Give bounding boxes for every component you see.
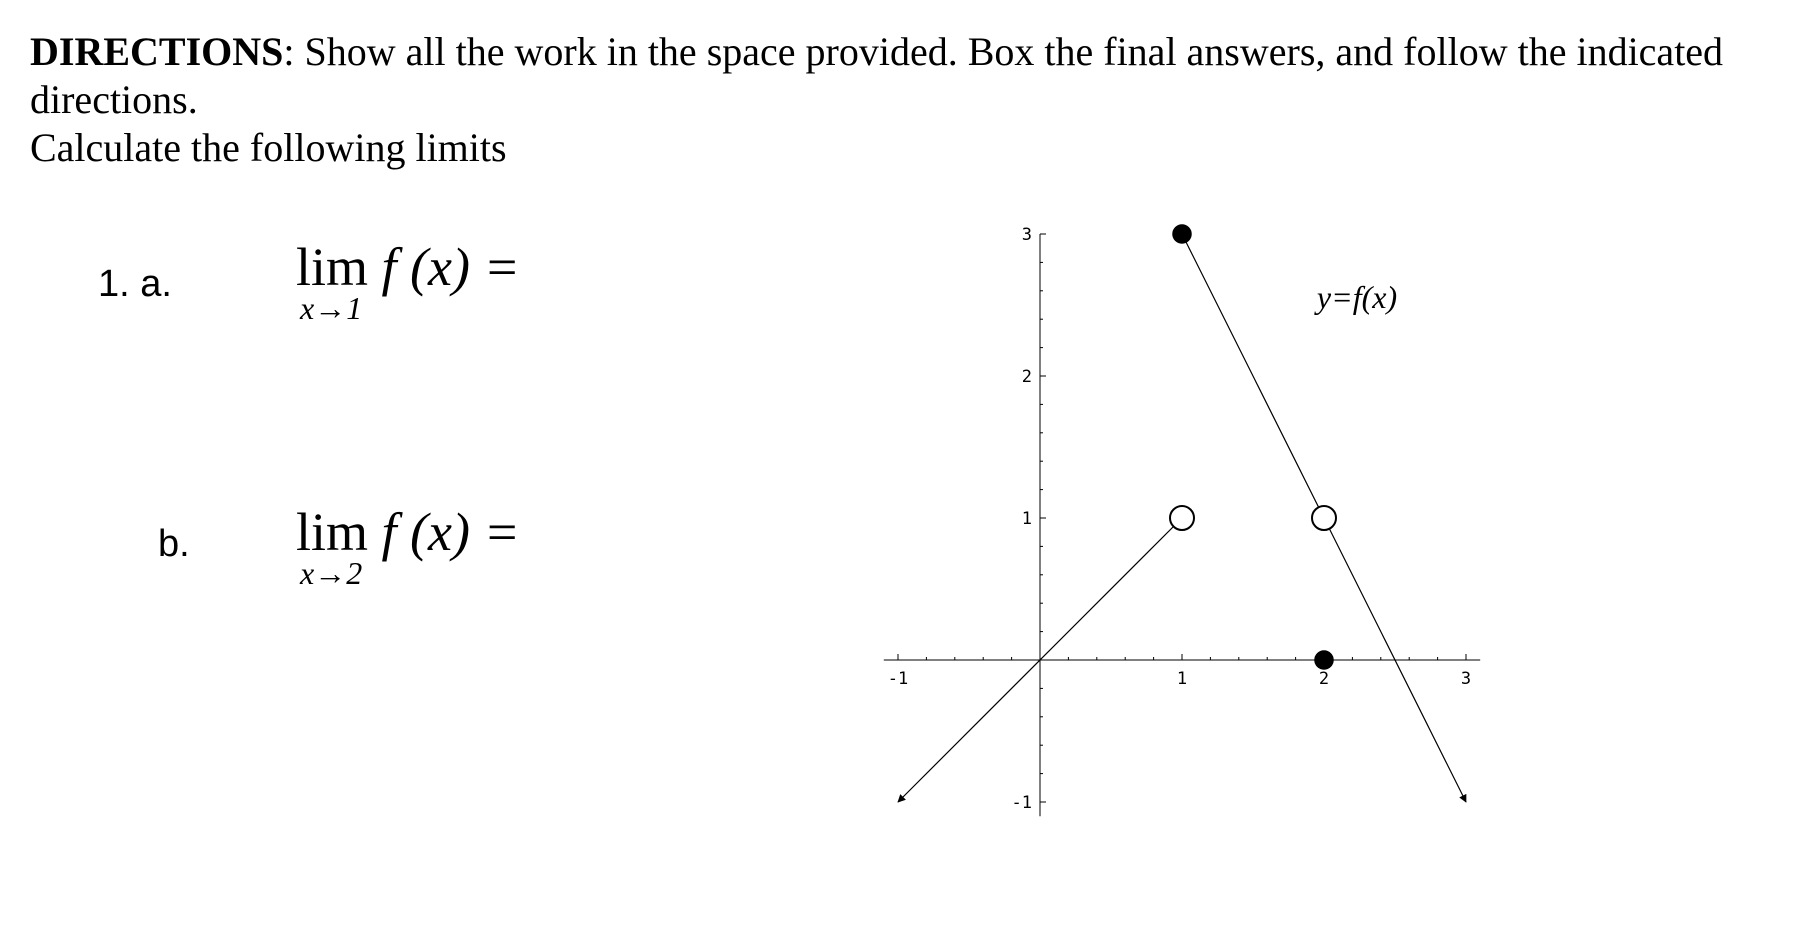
x-tick-label: 3 bbox=[1460, 669, 1472, 689]
directions-label: DIRECTIONS bbox=[30, 29, 284, 74]
function-graph bbox=[860, 200, 1500, 840]
y-tick-label: 1 bbox=[1021, 509, 1032, 529]
lim-text-a: lim bbox=[296, 237, 369, 297]
directions-paragraph bbox=[30, 28, 1750, 124]
function-text-b: f (x) = bbox=[381, 502, 520, 562]
x-tick-label: 1 bbox=[1176, 669, 1188, 689]
directions-text: : Show all the work in the space provided. Box the final answers, and follow the indicated directions. bbox=[30, 29, 1724, 122]
points bbox=[1170, 225, 1336, 669]
closed-point bbox=[1173, 225, 1191, 243]
subheading: Calculate the following limits bbox=[30, 125, 507, 170]
curve-label: y=f(x) bbox=[1316, 278, 1398, 315]
open-point bbox=[1312, 506, 1336, 530]
problem-number-1a: 1. a. bbox=[98, 263, 172, 305]
open-point bbox=[1170, 506, 1194, 530]
limit-expression-a bbox=[296, 237, 520, 297]
closed-point bbox=[1315, 651, 1333, 669]
limit-subscript-a: x→1 bbox=[300, 290, 363, 326]
y-tick-label: 3 bbox=[1021, 225, 1032, 245]
function-text-a: f (x) = bbox=[381, 237, 520, 297]
y-tick-label: -1 bbox=[1011, 793, 1032, 813]
x-tick-label: 2 bbox=[1318, 669, 1330, 689]
problem-number-1b: b. bbox=[158, 523, 190, 565]
limit-expression-b bbox=[296, 502, 520, 562]
x-tick-label: -1 bbox=[887, 669, 909, 689]
lim-text-b: lim bbox=[296, 502, 369, 562]
y-tick-label: 2 bbox=[1021, 367, 1032, 387]
limit-subscript-b: x→2 bbox=[300, 555, 363, 591]
